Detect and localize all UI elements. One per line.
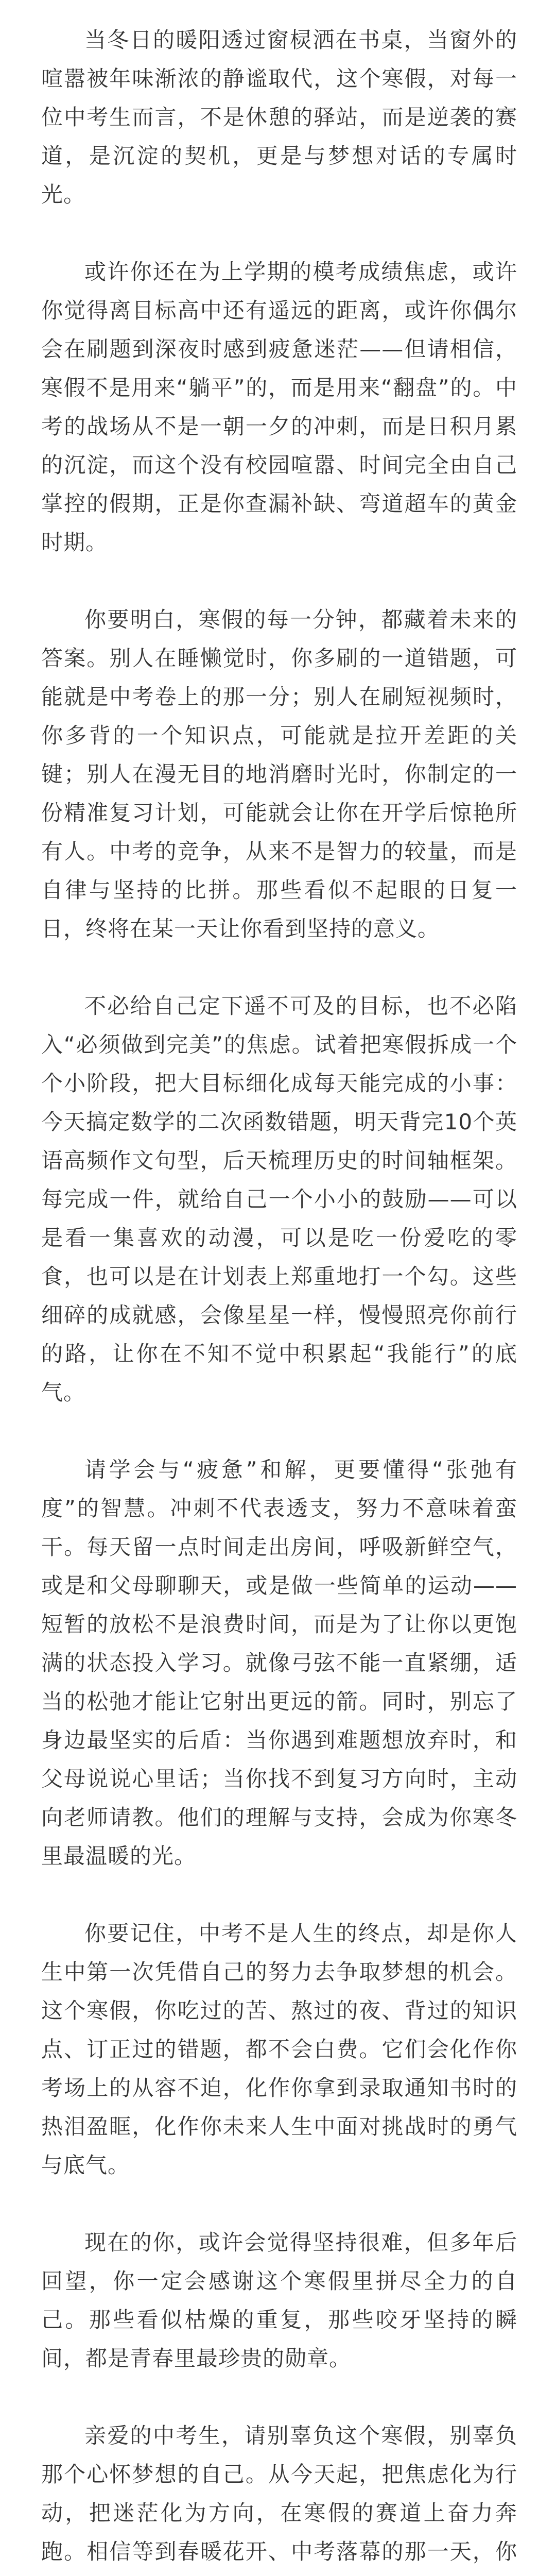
paragraph-6: 你要记住，中考不是人生的终点，却是你人生中第一次凭借自己的努力去争取梦想的机会。这个寒假，你吃过的苦、熬过的夜、背过的知识点、订正过的错题，都不会白费。它们会化作你考场上的从容不迫，化作你拿到录取通知书时的热泪盈眶，化作你未来人生中面对挑战时的勇气与底气。 bbox=[41, 1921, 517, 2178]
paragraph-7: 现在的你，或许会觉得坚持很难，但多年后回望，你一定会感谢这个寒假里拼尽全力的自己。那些看似枯燥的重复，那些咬牙坚持的瞬间，都是青春里最珍贵的勋章。 bbox=[41, 2230, 517, 2371]
paragraph-4: 不必给自己定下遥不可及的目标，也不必陷入“必须做到完美”的焦虑。试着把寒假拆成一个个小阶段，把大目标细化成每天能完成的小事：今天搞定数学的二次函数错题，明天背完10个英语高频作文句型，后天梳理历史的时间轴框架。每完成一件，就给自己一个小小的鼓励——可以是看一集喜欢的动漫，可以是吃一份爱吃的零食，也可以是在计划表上郑重地打一个勾。这些细碎的成就感，会像星星一样，慢慢照亮你前行的路，让你在不知不觉中积累起“我能行”的底气。 bbox=[41, 993, 517, 1405]
paragraph-1: 当冬日的暖阳透过窗棂洒在书桌，当窗外的喧嚣被年味渐浓的静谧取代，这个寒假，对每一位中考生而言，不是休憩的驿站，而是逆袭的赛道，是沉淀的契机，更是与梦想对话的专属时光。 bbox=[41, 27, 517, 207]
paragraph-8: 亲爱的中考生，请别辜负这个寒假，别辜负那个心怀梦想的自己。从今天起，把焦虑化为行动，把迷茫化为方向，在寒假的赛道上奋力奔跑。相信等到春暖花开、中考落幕的那一天，你 bbox=[41, 2423, 517, 2564]
paragraph-5: 请学会与“疲惫”和解，更要懂得“张弛有度”的智慧。冲刺不代表透支，努力不意味着蛮干。每天留一点时间走出房间，呼吸新鲜空气，或是和父母聊聊天，或是做一些简单的运动——短暂的放松不是浪费时间，而是为了让你以更饱满的状态投入学习。就像弓弦不能一直紧绷，适当的松弛才能让它射出更远的箭。同时，别忘了身边最坚实的后盾：当你遇到难题想放弃时，和父母说说心里话；当你找不到复习方向时，主动向老师请教。他们的理解与支持，会成为你寒冬里最温暖的光。 bbox=[41, 1457, 517, 1869]
paragraph-3: 你要明白，寒假的每一分钟，都藏着未来的答案。别人在睡懒觉时，你多刷的一道错题，可能就是中考卷上的那一分；别人在刷短视频时，你多背的一个知识点，可能就是拉开差距的关键；别人在漫无目的地消磨时光时，你制定的一份精准复习计划，可能就会让你在开学后惊艳所有人。中考的竞争，从来不是智力的较量，而是自律与坚持的比拼。那些看似不起眼的日复一日，终将在某一天让你看到坚持的意义。 bbox=[41, 607, 517, 941]
paragraph-2: 或许你还在为上学期的模考成绩焦虑，或许你觉得离目标高中还有遥远的距离，或许你偶尔会在刷题到深夜时感到疲惫迷茫——但请相信，寒假不是用来“躺平”的，而是用来“翻盘”的。中考的战场从不是一朝一夕的冲刺，而是日积月累的沉淀，而这个没有校园喧嚣、时间完全由自己掌控的假期，正是你查漏补缺、弯道超车的黄金时期。 bbox=[41, 259, 517, 555]
